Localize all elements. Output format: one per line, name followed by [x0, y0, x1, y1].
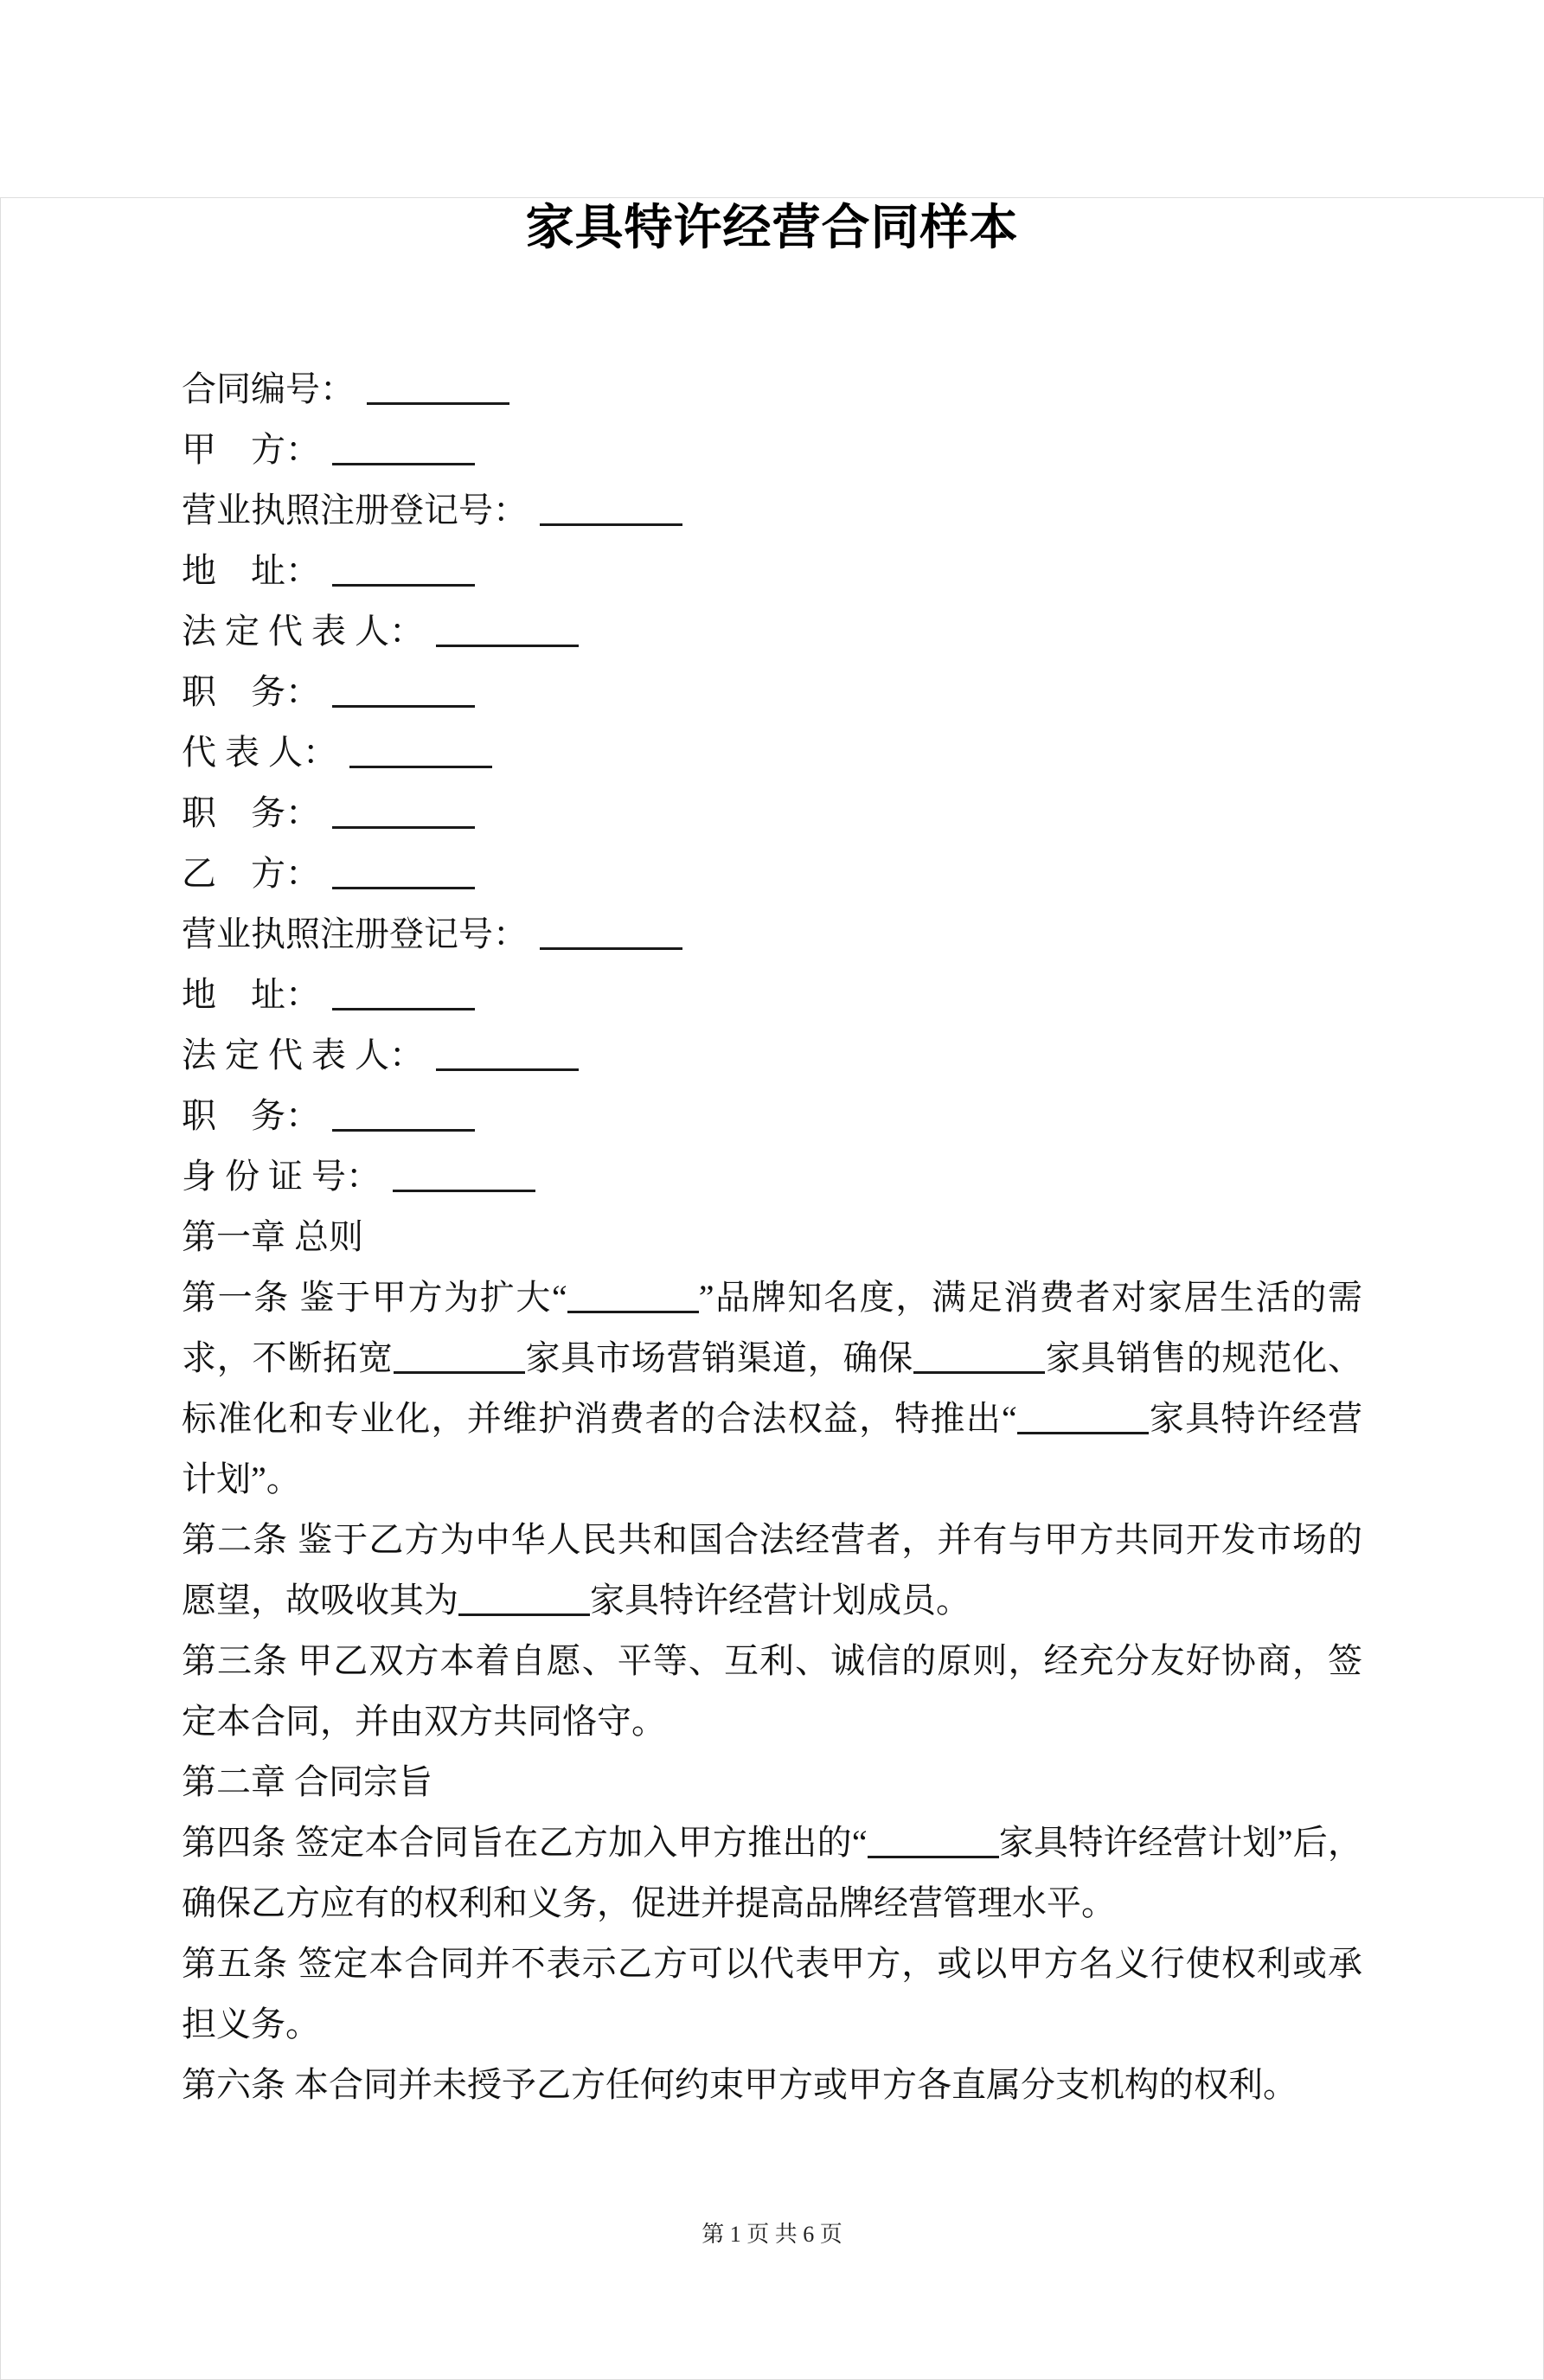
chapter-heading: 第一章 总则: [182, 1217, 363, 1256]
field-label: 营业执照注册登记号：: [182, 491, 528, 529]
field-label: 乙 方：: [182, 854, 320, 893]
blank-line: [332, 1008, 475, 1010]
form-field-row: [182, 965, 1362, 1025]
blank-line: [394, 1371, 525, 1374]
clause-paragraph: 第五条 签定本合同并不表示乙方可以代表甲方，或以甲方名义行使权利或承担义务。: [182, 1944, 1362, 2043]
form-field-row: [182, 1086, 1362, 1146]
clause-paragraph: 第四条 签定本合同旨在乙方加入甲方推出的“ 家具特许经营计划”后，确保乙方应有的权利和义务，促进并提高品牌经营管理水平。: [182, 1823, 1362, 1922]
blank-line: [567, 1311, 699, 1313]
page-footer: 第 1 页 共 6 页: [702, 2222, 842, 2247]
field-label: 营业执照注册登记号：: [182, 914, 528, 953]
form-field-row: [182, 541, 1362, 601]
form-field-list: [182, 359, 1362, 1207]
form-field-row: [182, 1146, 1362, 1207]
contract-body: [182, 1207, 1362, 2115]
form-field-row: [182, 359, 1362, 420]
blank-line: [367, 402, 509, 405]
field-label: 职 务：: [182, 672, 320, 711]
form-field-row: [182, 420, 1362, 480]
blank-line: [868, 1856, 999, 1858]
chapter-heading: 第二章 合同宗旨: [182, 1762, 432, 1801]
blank-line: [540, 523, 682, 526]
clause-paragraph: 第三条 甲乙双方本着自愿、平等、互利、诚信的原则，经充分友好协商，签定本合同，并由双方共同恪守。: [182, 1641, 1362, 1741]
field-label: 地 址：: [182, 551, 320, 590]
field-label: 职 务：: [182, 1096, 320, 1135]
form-field-row: [182, 783, 1362, 844]
blank-line: [540, 947, 682, 950]
form-field-row: [182, 1025, 1362, 1086]
blank-line: [332, 1129, 475, 1132]
field-label: 法 定 代 表 人：: [182, 612, 424, 651]
field-label: 法 定 代 表 人：: [182, 1036, 424, 1075]
form-field-row: [182, 722, 1362, 783]
blank-line: [1017, 1432, 1149, 1434]
field-label: 甲 方：: [182, 430, 320, 469]
blank-line: [332, 705, 475, 708]
blank-line: [436, 645, 579, 647]
form-field-row: [182, 480, 1362, 541]
blank-line: [436, 1068, 579, 1071]
clause-paragraph: 第六条 本合同并未授予乙方任何约束甲方或甲方各直属分支机构的权利。: [182, 2065, 1297, 2104]
blank-line: [332, 584, 475, 587]
page-title: 家具特许经营合同样本: [525, 202, 1019, 255]
form-field-row: [182, 844, 1362, 904]
blank-line: [458, 1613, 590, 1616]
blank-line: [913, 1371, 1045, 1374]
field-label: 代 表 人：: [182, 733, 337, 772]
field-label: 合同编号：: [182, 369, 355, 408]
form-field-row: [182, 601, 1362, 662]
form-field-row: [182, 662, 1362, 722]
field-label: 地 址：: [182, 975, 320, 1014]
blank-line: [349, 766, 492, 768]
field-label: 职 务：: [182, 793, 320, 832]
document-page: [0, 197, 1544, 2380]
clause-paragraph: 第一条 鉴于甲方为扩大“ ”品牌知名度，满足消费者对家居生活的需求，不断拓宽 家具市场营销渠道，确保 家具销售的规范化、标准化和专业化，并维护消费者的合法权益，特推出“ 家具特许经营计划”。: [182, 1278, 1363, 1498]
form-field-row: [182, 904, 1362, 965]
blank-line: [332, 887, 475, 889]
clause-paragraph: 第二条 鉴于乙方为中华人民共和国合法经营者，并有与甲方共同开发市场的愿望，故吸收其为 家具特许经营计划成员。: [182, 1520, 1362, 1620]
blank-line: [332, 826, 475, 829]
field-label: 身 份 证 号：: [182, 1157, 381, 1196]
blank-line: [332, 463, 475, 465]
blank-line: [393, 1190, 535, 1192]
